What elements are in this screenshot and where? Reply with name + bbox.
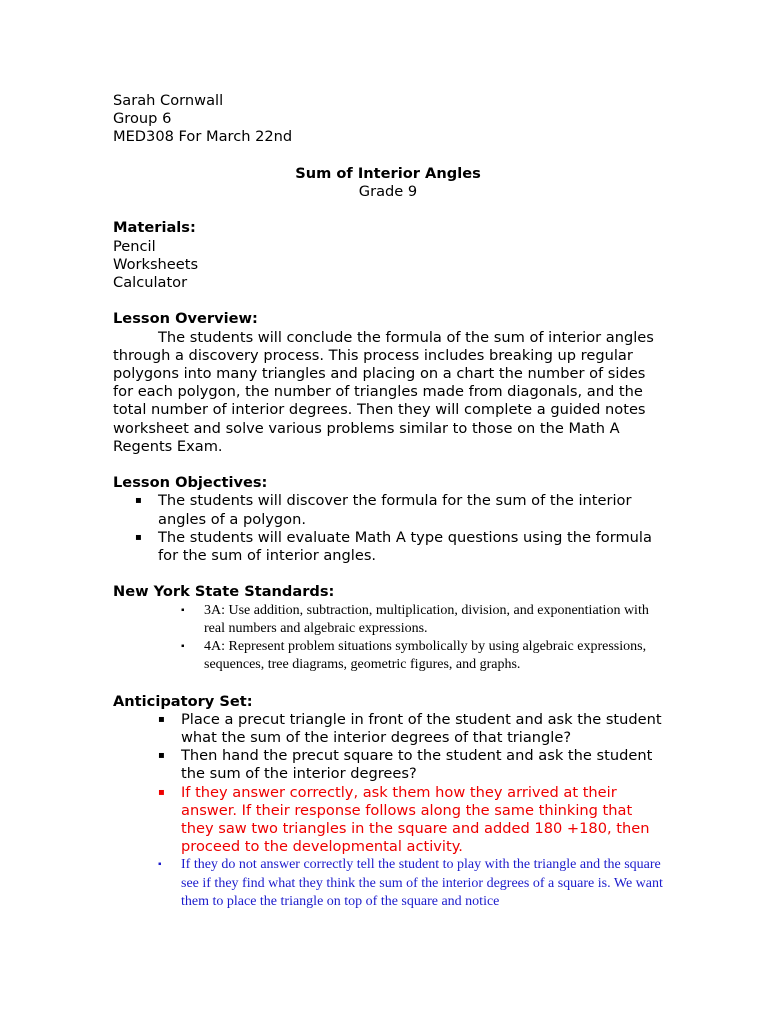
overview-section [113, 310, 663, 456]
anticipatory-text: If they answer correctly, ask them how they arrived at their answer. If their response follows along the same thinking that they saw two triangles in the square and added 180 +180, then proceed to the developmental activity. [181, 783, 650, 856]
material-item: Calculator [113, 274, 188, 291]
anticipatory-item [113, 747, 663, 783]
standard-item [113, 638, 663, 674]
course-date: MED308 For March 22nd [113, 128, 293, 146]
bullet-square-icon: ▪ [135, 495, 142, 507]
objectives-section [113, 474, 663, 565]
objective-item [113, 529, 663, 565]
anticipatory-text: Place a precut triangle in front of the student and ask the student what the sum of the interior degrees of that triangle? [181, 710, 662, 747]
lesson-plan [113, 92, 663, 911]
overview-heading: Lesson Overview: [113, 310, 258, 328]
anticipatory-heading: Anticipatory Set: [113, 692, 253, 710]
materials-section [113, 219, 663, 292]
spacer [113, 201, 663, 219]
grade-level: Grade 9 [358, 183, 418, 200]
overview-text: The students will conclude the formula of the sum of interior angles through a discovery process. This process includes breaking up regular polygons into many triangles and placing on a chart the number of sides for each polygon, the number of triangles made from diagonals, and the total number of interior degrees. Then they will complete a guided notes worksheet and solve various problems similar to those on the Math A Regents Exam. [113, 328, 654, 455]
standard-item [113, 602, 663, 638]
standard-text: 3A: Use addition, subtraction, multiplication, division, and exponentiation with real numbers and algebraic expressions. [204, 602, 649, 636]
spacer [113, 674, 663, 692]
bullet-square-icon: ▪ [158, 786, 165, 798]
objective-item [113, 492, 663, 528]
bullet-square-icon: ▪ [181, 641, 185, 653]
anticipatory-item-blue-note [113, 856, 663, 911]
anticipatory-item-red-note [113, 784, 663, 857]
bullet-square-icon: ▪ [181, 604, 185, 616]
objectives-list [113, 492, 663, 565]
anticipatory-item [113, 711, 663, 747]
header-block [113, 92, 663, 147]
standards-section [113, 583, 663, 674]
materials-heading: Materials: [113, 219, 196, 237]
spacer [113, 456, 663, 474]
bullet-square-icon: ▪ [158, 859, 162, 871]
objective-text: The students will discover the formula for the sum of the interior angles of a polygon. [158, 492, 632, 528]
standard-text: 4A: Represent problem situations symbolically by using algebraic expressions, sequences, tree diagrams, geometric figures, and graphs. [204, 639, 647, 673]
standards-heading: New York State Standards: [113, 583, 335, 601]
spacer [113, 292, 663, 310]
spacer [113, 147, 663, 165]
anticipatory-text: If they do not answer correctly tell the student to play with the triangle and the square see if they find what they think the sum of the interior degrees of a square is. We want them to place the triangle on top of the square and notice [181, 857, 663, 909]
bullet-square-icon: ▪ [135, 531, 142, 543]
anticipatory-text: Then hand the precut square to the student and ask the student the sum of the interior degrees? [181, 747, 653, 783]
group-number: Group 6 [113, 110, 172, 128]
material-item: Worksheets [113, 255, 199, 273]
objectives-heading: Lesson Objectives: [113, 474, 268, 492]
material-item: Pencil [113, 237, 156, 255]
author-name: Sarah Cornwall [113, 92, 224, 109]
objective-text: The students will evaluate Math A type questions using the formula for the sum of interior angles. [158, 528, 652, 565]
lesson-title: Sum of Interior Angles [295, 164, 481, 182]
spacer [113, 565, 663, 583]
standards-list [113, 602, 663, 675]
anticipatory-list [113, 711, 663, 911]
anticipatory-section [113, 693, 663, 911]
bullet-square-icon: ▪ [158, 750, 165, 762]
bullet-square-icon: ▪ [158, 713, 165, 725]
